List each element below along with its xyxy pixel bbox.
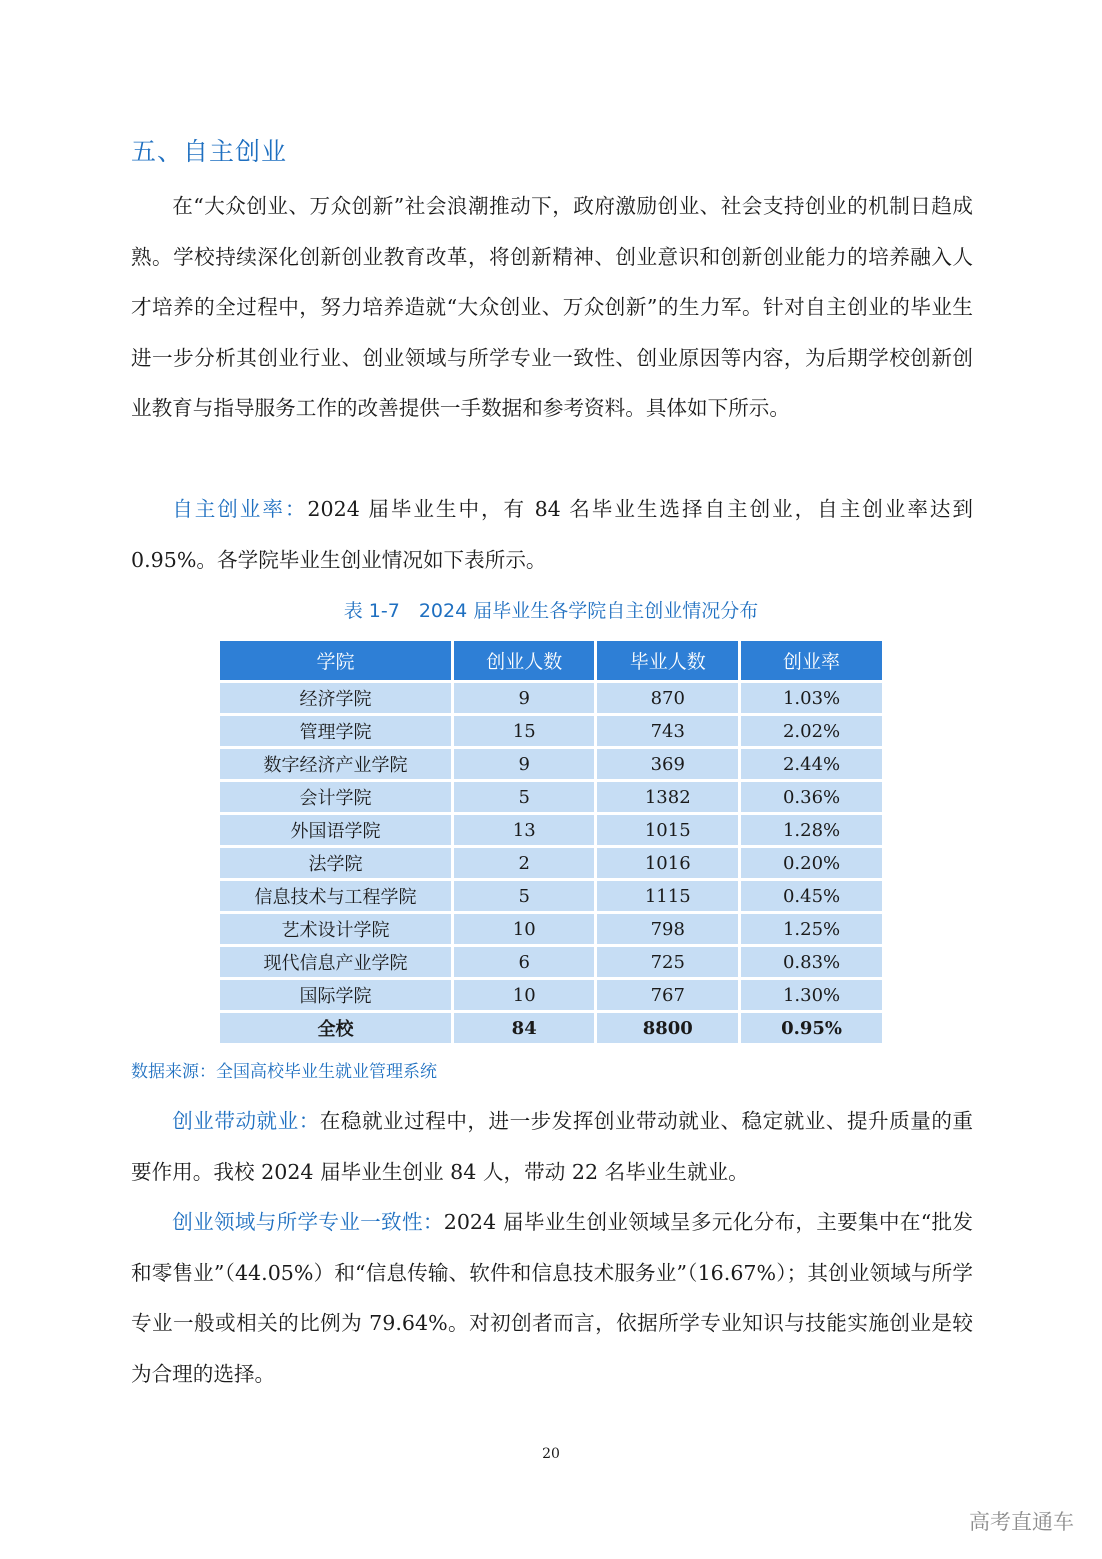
cell-startups: 9 — [454, 749, 594, 779]
intro-paragraph: 在“大众创业、万众创新”社会浪潮推动下，政府激励创业、社会支持创业的机制日趋成熟。学校持续深化创新创业教育改革，将创新精神、创业意识和创新创业能力的培养融入人才培养的全过程中，努力培养造就“大众创业、万众创新”的生力军。针对自主创业的毕业生进一步分析其创业行业、创业领域与所学专业一致性、创业原因等内容，为后期学校创新创业教育与指导服务工作的改善提供一手数据和参考资料。具体如下所示。 — [131, 194, 973, 420]
data-source: 数据来源：全国高校毕业生就业管理系统 — [131, 1062, 437, 1082]
watermark: 高考直通车 — [969, 1510, 1074, 1534]
table-row — [220, 716, 882, 746]
table-row — [220, 914, 882, 944]
cell-rate: 0.45% — [741, 881, 882, 911]
cell-rate: 0.83% — [741, 947, 882, 977]
cell-college: 数字经济产业学院 — [220, 749, 451, 779]
cell-startups: 10 — [454, 914, 594, 944]
cell-graduates: 369 — [597, 749, 738, 779]
cell-startups: 15 — [454, 716, 594, 746]
cell-startups: 84 — [454, 1013, 594, 1043]
cell-rate: 1.03% — [741, 683, 882, 713]
cell-startups: 5 — [454, 782, 594, 812]
table-total-row — [220, 1013, 882, 1043]
header-graduates: 毕业人数 — [597, 641, 738, 680]
table-row — [220, 749, 882, 779]
cell-rate: 2.44% — [741, 749, 882, 779]
cell-startups: 13 — [454, 815, 594, 845]
table-row — [220, 980, 882, 1010]
cell-college: 管理学院 — [220, 716, 451, 746]
drive-text: 在稳就业过程中，进一步发挥创业带动就业、稳定就业、提升质量的重要作用。我校 2024 届毕业生创业 84 人，带动 22 名毕业生就业。 — [131, 1109, 973, 1184]
cell-rate: 2.02% — [741, 716, 882, 746]
entrepreneurship-table — [217, 638, 885, 1046]
drive-label: 创业带动就业： — [172, 1109, 320, 1133]
cell-college: 法学院 — [220, 848, 451, 878]
header-college: 学院 — [220, 641, 451, 680]
cell-graduates: 1015 — [597, 815, 738, 845]
table-row — [220, 815, 882, 845]
field-text: 2024 届毕业生创业领域呈多元化分布，主要集中在“批发和零售业”（44.05%）和“信息传输、软件和信息技术服务业”（16.67%）；其创业领域与所学专业一般或相关的比例为 79.64%。对初创者而言，依据所学专业知识与技能实施创业是较为合理的选择。 — [131, 1210, 974, 1386]
drive-paragraph — [131, 1096, 973, 1197]
table-caption: 表 1-7 2024 届毕业生各学院自主创业情况分布 — [343, 600, 759, 622]
cell-graduates: 1382 — [597, 782, 738, 812]
cell-startups: 6 — [454, 947, 594, 977]
cell-graduates: 725 — [597, 947, 738, 977]
field-label: 创业领域与所学专业一致性： — [172, 1210, 444, 1234]
field-paragraph — [131, 1197, 973, 1399]
cell-rate: 1.25% — [741, 914, 882, 944]
cell-startups: 9 — [454, 683, 594, 713]
section-title: 五、自主创业 — [131, 137, 288, 166]
page-number: 20 — [542, 1446, 560, 1462]
header-rate: 创业率 — [741, 641, 882, 680]
cell-college: 全校 — [220, 1013, 451, 1043]
rate-label: 自主创业率： — [172, 497, 308, 521]
cell-graduates: 798 — [597, 914, 738, 944]
cell-graduates: 743 — [597, 716, 738, 746]
cell-rate: 0.95% — [741, 1013, 882, 1043]
cell-startups: 5 — [454, 881, 594, 911]
cell-graduates: 870 — [597, 683, 738, 713]
cell-college: 外国语学院 — [220, 815, 451, 845]
cell-college: 现代信息产业学院 — [220, 947, 451, 977]
table-row — [220, 848, 882, 878]
cell-college: 信息技术与工程学院 — [220, 881, 451, 911]
cell-rate: 0.20% — [741, 848, 882, 878]
table-row — [220, 683, 882, 713]
cell-college: 会计学院 — [220, 782, 451, 812]
cell-college: 国际学院 — [220, 980, 451, 1010]
cell-graduates: 1115 — [597, 881, 738, 911]
cell-startups: 10 — [454, 980, 594, 1010]
cell-rate: 1.30% — [741, 980, 882, 1010]
cell-college: 经济学院 — [220, 683, 451, 713]
rate-text: 2024 届毕业生中，有 84 名毕业生选择自主创业，自主创业率达到 0.95%。各学院毕业生创业情况如下表所示。 — [131, 497, 974, 572]
rate-paragraph — [131, 484, 973, 585]
cell-rate: 0.36% — [741, 782, 882, 812]
cell-startups: 2 — [454, 848, 594, 878]
table-row — [220, 782, 882, 812]
cell-rate: 1.28% — [741, 815, 882, 845]
table-row — [220, 947, 882, 977]
cell-graduates: 8800 — [597, 1013, 738, 1043]
header-startups: 创业人数 — [454, 641, 594, 680]
cell-graduates: 767 — [597, 980, 738, 1010]
table-row — [220, 881, 882, 911]
cell-college: 艺术设计学院 — [220, 914, 451, 944]
cell-graduates: 1016 — [597, 848, 738, 878]
table-header-row — [220, 641, 882, 680]
